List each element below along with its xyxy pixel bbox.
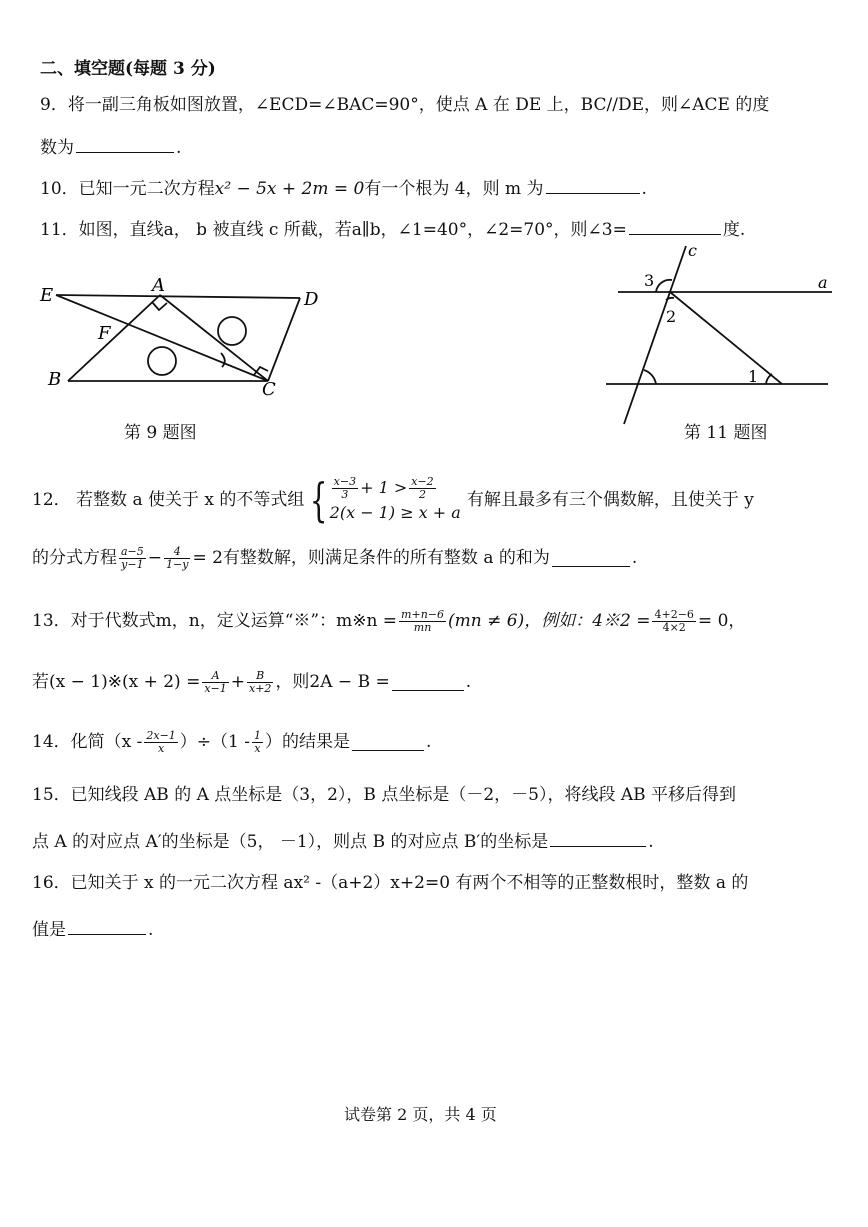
angle-2-arc [666, 298, 674, 300]
label-a: a [818, 273, 828, 292]
answer-blank-16[interactable] [68, 918, 146, 935]
inequality-2: 2(x − 1) ≥ x + a [329, 502, 461, 522]
figure-9-caption: 第 9 题图 [124, 423, 197, 443]
question-15-line2: 点 A 的对应点 A′的坐标是（5， －1），则点 B 的对应点 B′的坐标是 . [32, 832, 654, 852]
question-16-line1: 16．已知关于 x 的一元二次方程 ax² -（a+2）x+2=0 有两个不相等的正整数根时，整数 a 的 [32, 873, 749, 893]
page-footer: 试卷第 2 页，共 4 页 [344, 1105, 497, 1124]
angle-mark-ACE [221, 353, 225, 367]
question-14: 14．化简（x - $\frac{2x-1}{x}$ ）÷（1 - $\frac{1}{x}$ ）的结果是 . [32, 728, 432, 755]
label-angle-3: 3 [644, 271, 655, 290]
question-15-line1: 15．已知线段 AB 的 A 点坐标是（3，2），B 点坐标是（－2，－5），将线段 AB 平移后得到 [32, 785, 737, 805]
figure-11 [600, 240, 840, 430]
right-angle-C [254, 367, 268, 375]
question-10-suffix: . [641, 179, 647, 199]
question-13-line2-prefix: 若(x − 1)※(x + 2) = [32, 672, 201, 692]
circle-mark-lower [148, 347, 176, 375]
answer-blank-14[interactable] [352, 734, 424, 751]
label-angle-2: 2 [666, 307, 677, 326]
question-13-line2: 若(x − 1)※(x + 2) = $\frac{A}{x-1}$ + $\frac{B}{x+2}$ ，则2A − B = . [32, 668, 472, 695]
label-A: A [152, 275, 165, 296]
angle-b-arc [644, 370, 656, 384]
answer-blank-10[interactable] [546, 177, 640, 194]
answer-blank-15[interactable] [550, 830, 646, 847]
question-9-line2 [40, 136, 181, 159]
angle-3-arc [656, 280, 672, 292]
question-12-prefix: 12． 若整数 a 使关于 x 的不等式组 [32, 490, 305, 510]
answer-blank-12[interactable] [552, 550, 630, 567]
figure-9 [38, 275, 338, 400]
answer-blank-9[interactable] [76, 136, 174, 153]
transversal [670, 292, 782, 384]
angle-1-arc [766, 374, 772, 384]
inequality-1: $\frac{x-3}{3}$ + 1 > $\frac{x-2}{2}$ [333, 474, 434, 501]
question-16-line2: 值是 . [32, 920, 154, 940]
question-12-suffix: 有解且最多有三个偶数解，且使关于 y [466, 490, 754, 510]
question-11-text: 11．如图，直线a， b 被直线 c 所截，若a∥b，∠1=40°，∠2=70°，则∠3= [40, 220, 627, 240]
brace: { [310, 473, 328, 527]
question-12-line1 [32, 472, 754, 528]
question-10-middle: 有一个根为 4，则 m 为 [364, 179, 544, 199]
label-F: F [98, 323, 111, 344]
label-D: D [304, 289, 319, 310]
question-9-suffix: . [176, 138, 182, 158]
question-9-line1: 9．将一副三角板如图放置，∠ECD=∠BAC=90°，使点 A 在 DE 上，BC//DE，则∠ACE 的度 [40, 95, 770, 115]
question-10-equation: x² − 5x + 2m = 0 [214, 179, 365, 199]
label-C: C [262, 379, 276, 400]
right-angle-A [152, 302, 167, 310]
question-11-suffix: 度. [722, 220, 746, 240]
question-14-prefix: 14．化简（x - [32, 732, 143, 752]
line-BA [68, 295, 160, 381]
question-12-line2-prefix: 的分式方程 [32, 548, 117, 568]
line-DC [268, 298, 300, 381]
question-13-prefix: 13．对于代数式m，n，定义运算“※”：m※n = [32, 611, 398, 631]
question-10-prefix: 10．已知一元二次方程 [40, 179, 215, 199]
label-c: c [688, 241, 697, 260]
answer-blank-11[interactable] [629, 218, 721, 235]
label-E: E [40, 285, 54, 306]
line-ED [56, 295, 300, 298]
answer-blank-13[interactable] [392, 674, 464, 691]
inequality-system [304, 473, 461, 527]
label-angle-1: 1 [748, 367, 759, 386]
question-13-line1: 13．对于代数式m，n，定义运算“※”：m※n = $\frac{m+n-6}{mn}$ (mn ≠ 6)，例如：4※2 = $\frac{4+2-6}{4\times 2}$ = 0， [32, 607, 746, 634]
line-c [624, 246, 686, 424]
line-AC [160, 295, 268, 381]
question-11 [40, 218, 745, 241]
figure-11-caption: 第 11 题图 [684, 423, 768, 443]
question-9-prefix: 数为 [40, 138, 74, 158]
section-heading: 二、填空题(每题 3 分) [40, 59, 216, 79]
question-12-equation: = 2有整数解，则满足条件的所有整数 a 的和为 [192, 548, 550, 568]
circle-mark-upper [218, 317, 246, 345]
question-10 [40, 177, 647, 200]
label-B: B [48, 369, 62, 390]
question-12-line2: 的分式方程 $\frac{a-5}{y-1}$ − $\frac{4}{1-y}$ = 2有整数解，则满足条件的所有整数 a 的和为 . [32, 544, 638, 571]
